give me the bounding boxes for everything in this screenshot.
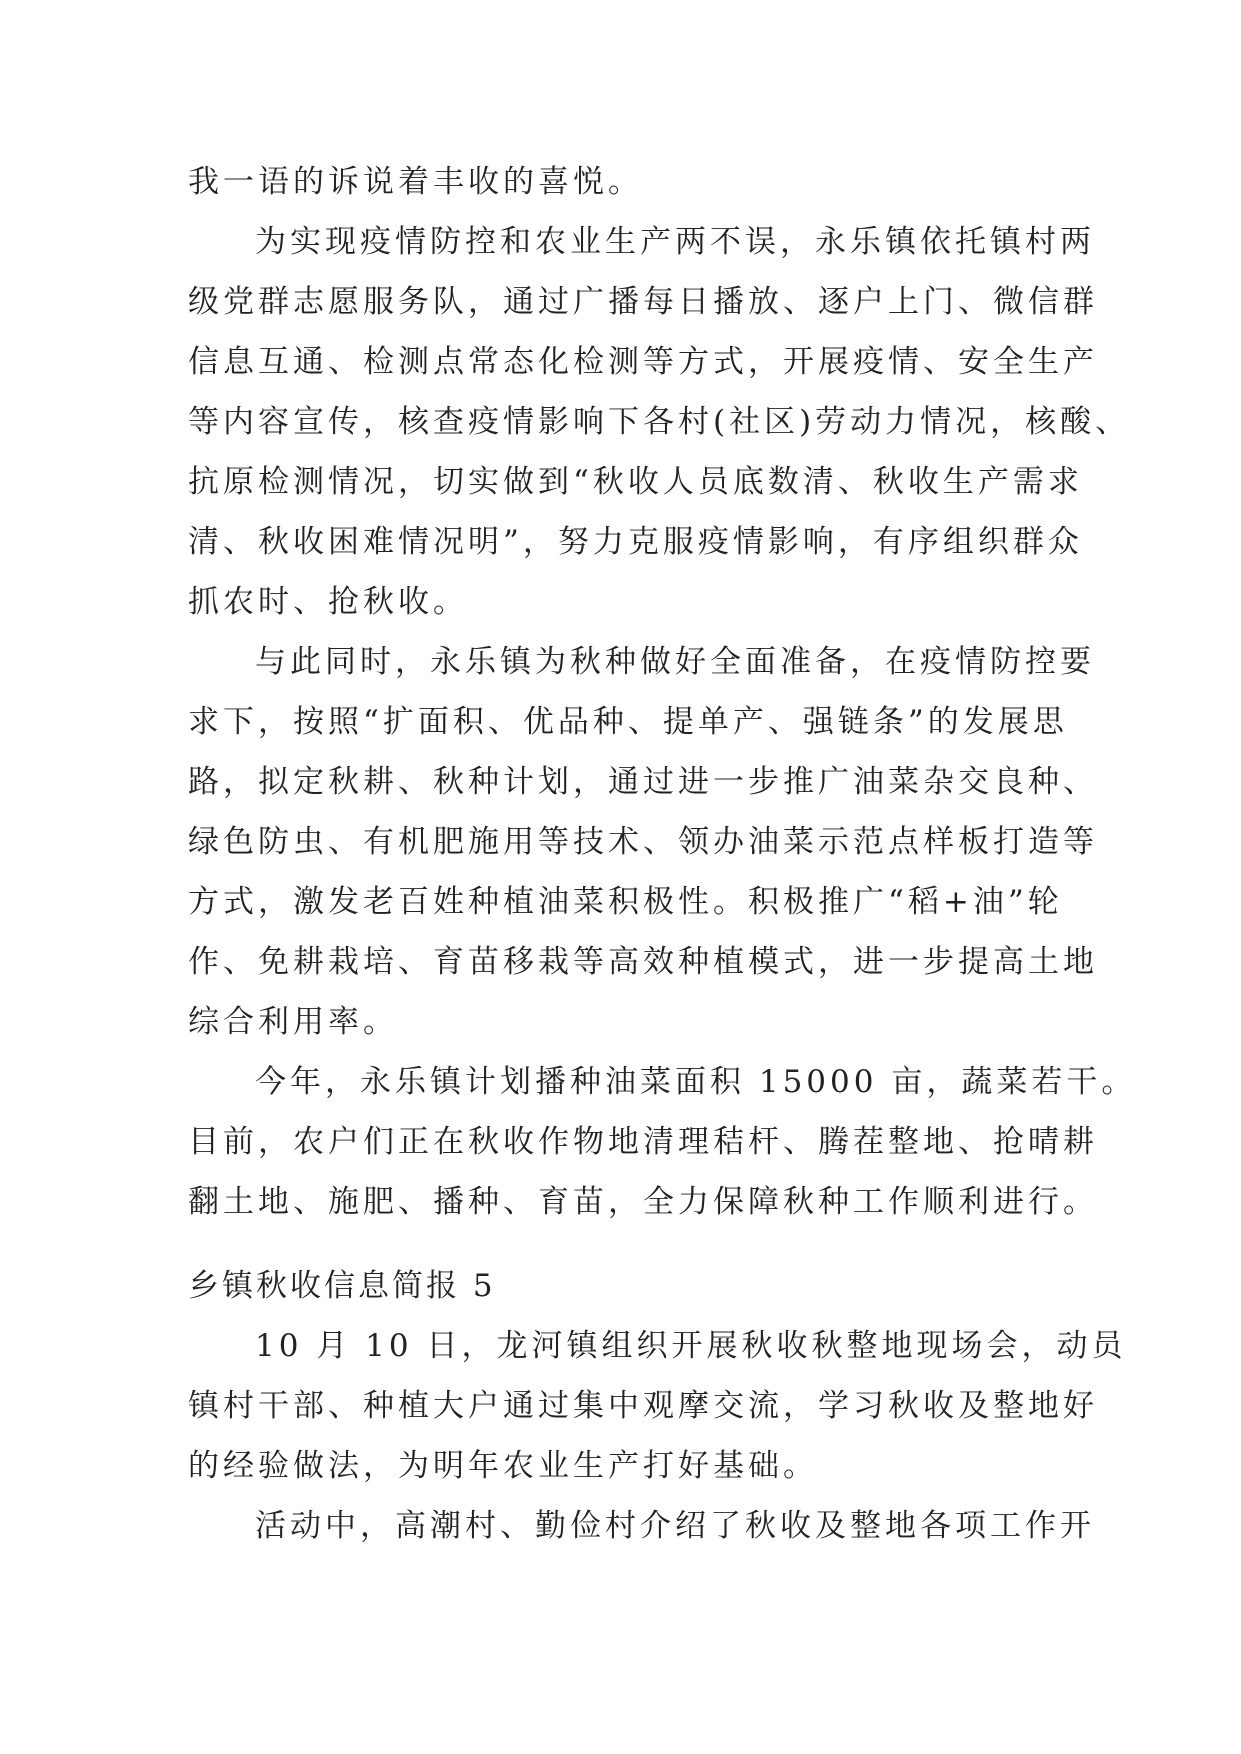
paragraph-line: 10 月 10 日，龙河镇组织开展秋收秋整地现场会，动员 bbox=[255, 1328, 1127, 1364]
paragraph-line: 抓农时、抢秋收。 bbox=[188, 584, 468, 620]
paragraph-line: 活动中，高潮村、勤俭村介绍了秋收及整地各项工作开 bbox=[255, 1508, 1095, 1544]
paragraph-line: 等内容宣传，核查疫情影响下各村(社区)劳动力情况，核酸、 bbox=[188, 404, 1131, 440]
paragraph-line: 信息互通、检测点常态化检测等方式，开展疫情、安全生产 bbox=[188, 344, 1098, 380]
paragraph-line: 翻土地、施肥、播种、育苗，全力保障秋种工作顺利进行。 bbox=[188, 1184, 1098, 1220]
paragraph-line: 路，拟定秋耕、秋种计划，通过进一步推广油菜杂交良种、 bbox=[188, 764, 1098, 800]
paragraph-line: 目前，农户们正在秋收作物地清理秸杆、腾茬整地、抢晴耕 bbox=[188, 1124, 1098, 1160]
paragraph-line: 绿色防虫、有机肥施用等技术、领办油菜示范点样板打造等 bbox=[188, 824, 1098, 860]
paragraph-line: 级党群志愿服务队，通过广播每日播放、逐户上门、微信群 bbox=[188, 284, 1098, 320]
paragraph-line: 求下，按照“扩面积、优品种、提单产、强链条”的发展思 bbox=[188, 704, 1068, 740]
paragraph-line: 为实现疫情防控和农业生产两不误，永乐镇依托镇村两 bbox=[255, 224, 1095, 260]
paragraph-line: 清、秋收困难情况明”，努力克服疫情影响，有序组织群众 bbox=[188, 524, 1083, 560]
paragraph-line: 今年，永乐镇计划播种油菜面积 15000 亩，蔬菜若干。 bbox=[255, 1064, 1137, 1100]
paragraph-line: 镇村干部、种植大户通过集中观摩交流，学习秋收及整地好 bbox=[188, 1388, 1098, 1424]
paragraph-line: 抗原检测情况，切实做到“秋收人员底数清、秋收生产需求 bbox=[188, 464, 1083, 500]
paragraph-line: 综合利用率。 bbox=[188, 1004, 398, 1040]
section-heading: 乡镇秋收信息简报 5 bbox=[188, 1268, 496, 1304]
paragraph-line: 作、免耕栽培、育苗移栽等高效种植模式，进一步提高土地 bbox=[188, 944, 1098, 980]
paragraph-line: 的经验做法，为明年农业生产打好基础。 bbox=[188, 1448, 818, 1484]
paragraph-line: 我一语的诉说着丰收的喜悦。 bbox=[188, 164, 643, 200]
paragraph-line: 方式，激发老百姓种植油菜积极性。积极推广“稻+油”轮 bbox=[188, 884, 1063, 920]
paragraph-line: 与此同时，永乐镇为秋种做好全面准备，在疫情防控要 bbox=[255, 644, 1095, 680]
